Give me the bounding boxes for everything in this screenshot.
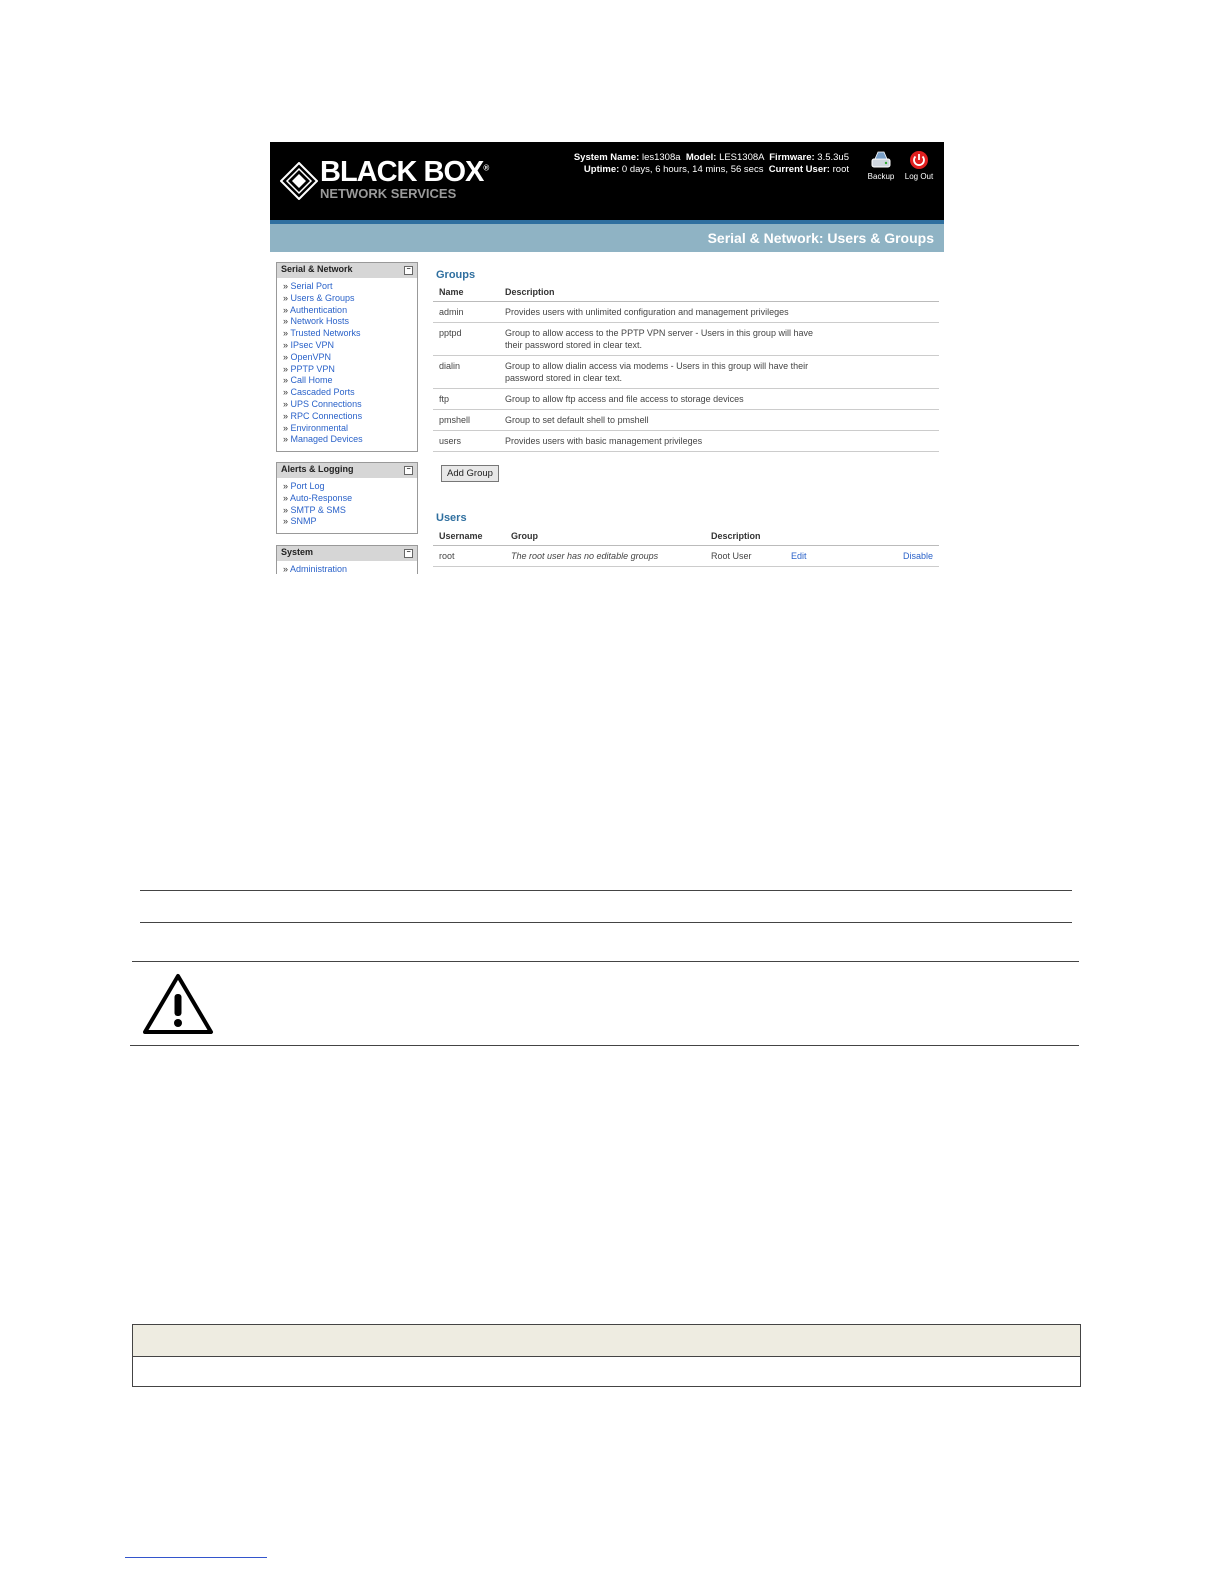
sidebar-system xyxy=(276,545,418,574)
group-name: admin xyxy=(433,302,499,323)
sidebar-item-label: Call Home xyxy=(290,375,333,386)
sidebar-item-network-hosts[interactable] xyxy=(283,316,417,328)
bullet-icon: » xyxy=(283,410,289,421)
col-description: Description xyxy=(499,283,939,302)
users-table xyxy=(433,527,939,567)
table-row xyxy=(433,302,939,323)
firmware: 3.5.3u5 xyxy=(817,152,849,163)
bullet-icon: » xyxy=(283,516,289,527)
bullet-icon: » xyxy=(283,504,289,515)
backup-drive-icon xyxy=(870,150,892,170)
table-row xyxy=(433,431,939,452)
group-name: pptpd xyxy=(433,323,499,356)
bullet-icon: » xyxy=(283,304,289,315)
minimize-icon[interactable]: − xyxy=(404,549,413,558)
table-row xyxy=(433,410,939,431)
warning-triangle-icon xyxy=(142,972,214,1036)
sidebar-item-auto-response[interactable] xyxy=(283,493,417,505)
sidebar-menu xyxy=(277,278,417,449)
table-row xyxy=(433,356,939,389)
page-title: Serial & Network: Users & Groups xyxy=(707,230,934,246)
bullet-icon: » xyxy=(283,292,289,303)
footer-link-underline xyxy=(125,1557,267,1558)
bullet-icon: » xyxy=(283,422,289,433)
sidebar-item-authentication[interactable] xyxy=(283,305,417,317)
sidebar-item-label: IPsec VPN xyxy=(290,339,335,350)
group-description: Provides users with basic management privileges xyxy=(499,431,939,452)
rule-line xyxy=(140,890,1072,891)
logo-subtext: NETWORK SERVICES xyxy=(320,186,457,201)
sidebar-item-label: Serial Port xyxy=(290,281,333,291)
bullet-icon: » xyxy=(283,564,289,574)
logout-button[interactable]: Log Out xyxy=(902,150,936,181)
document-table xyxy=(132,1324,1081,1387)
sidebar-item-label: Port Log xyxy=(290,481,325,491)
sidebar-item-ipsec-vpn[interactable] xyxy=(283,340,417,352)
web-ui-screenshot xyxy=(270,142,944,574)
sidebar-item-users-and-groups[interactable] xyxy=(283,293,417,305)
table-row xyxy=(433,389,939,410)
group-description: Group to set default shell to pmshell xyxy=(499,410,939,431)
bullet-icon: » xyxy=(283,339,289,350)
rule-line xyxy=(130,1045,1079,1046)
page-title-bar xyxy=(270,224,944,252)
system-info: System Name: les1308a Model: LES1308A Firmware: 3.5.3u5 Uptime: 0 days, 6 hours, 14 mins, 56 secs Current User: root xyxy=(573,152,849,175)
blackbox-logo xyxy=(280,156,489,206)
sidebar-item-label: Cascaded Ports xyxy=(290,387,355,398)
sidebar-item-label: SMTP & SMS xyxy=(290,504,346,515)
sidebar-item-label: OpenVPN xyxy=(290,351,332,362)
group-name: pmshell xyxy=(433,410,499,431)
bullet-icon: » xyxy=(283,398,289,409)
sidebar-item-smtp-and-sms[interactable] xyxy=(283,505,417,517)
backup-button[interactable]: Backup xyxy=(864,150,898,181)
col-username: Username xyxy=(433,527,505,546)
logo-text: BLACK BOX® xyxy=(320,156,489,188)
sidebar-item-rpc-connections[interactable] xyxy=(283,411,417,423)
add-group-button[interactable]: Add Group xyxy=(441,465,499,482)
bullet-icon: » xyxy=(283,492,289,503)
bullet-icon: » xyxy=(283,434,289,445)
group-description: Group to allow ftp access and file access to storage devices xyxy=(499,389,939,410)
group-name: ftp xyxy=(433,389,499,410)
bullet-icon: » xyxy=(283,281,289,291)
rule-line xyxy=(140,922,1072,923)
col-disable xyxy=(887,527,939,546)
users-title: Users xyxy=(436,512,467,524)
sidebar-item-port-log[interactable] xyxy=(283,481,417,493)
sidebar-menu xyxy=(277,561,417,574)
table-row xyxy=(433,323,939,356)
sidebar-item-cascaded-ports[interactable] xyxy=(283,387,417,399)
bullet-icon: » xyxy=(283,363,289,374)
sidebar-item-label: PPTP VPN xyxy=(290,363,335,374)
sidebar-item-label: Auto-Response xyxy=(290,492,353,503)
sidebar-item-label: UPS Connections xyxy=(290,398,362,409)
group-name: dialin xyxy=(433,356,499,389)
bullet-icon: » xyxy=(283,316,289,327)
sidebar-item-label: Managed Devices xyxy=(290,434,363,445)
sidebar-serial-network xyxy=(276,262,418,452)
bullet-icon: » xyxy=(283,375,289,386)
sidebar-item-serial-port[interactable] xyxy=(283,281,417,293)
bullet-icon: » xyxy=(283,351,289,362)
edit-link[interactable]: Edit xyxy=(785,546,887,567)
groups-table xyxy=(433,283,939,452)
system-name: les1308a xyxy=(641,152,681,163)
groups-title: Groups xyxy=(436,269,476,281)
minimize-icon[interactable]: − xyxy=(404,266,413,275)
disable-link[interactable]: Disable xyxy=(887,546,939,567)
user-description: Root User xyxy=(705,546,785,567)
group-name: users xyxy=(433,431,499,452)
sidebar-item-openvpn[interactable] xyxy=(283,352,417,364)
user-group: The root user has no editable groups xyxy=(505,546,705,567)
group-description: Group to allow access to the PPTP VPN server - Users in this group will have their password stored in clear text. xyxy=(499,323,939,356)
current-user: root xyxy=(832,164,849,175)
sidebar-item-trusted-networks[interactable] xyxy=(283,328,417,340)
sidebar-item-snmp[interactable] xyxy=(283,516,417,528)
sidebar-item-pptp-vpn[interactable] xyxy=(283,364,417,376)
document-table-header xyxy=(133,1325,1080,1357)
bullet-icon: » xyxy=(283,481,289,491)
sidebar-item-call-home[interactable] xyxy=(283,375,417,387)
sidebar-item-label: RPC Connections xyxy=(290,410,363,421)
sidebar-section-header: Serial & Network − xyxy=(277,263,417,278)
bullet-icon: » xyxy=(283,328,289,339)
sidebar-menu xyxy=(277,478,417,531)
sidebar-section-header: System − xyxy=(277,546,417,561)
group-description: Provides users with unlimited configuration and management privileges xyxy=(499,302,939,323)
header-bar xyxy=(270,142,944,220)
group-description: Group to allow dialin access via modems - Users in this group will have their password stored in clear text. xyxy=(499,356,939,389)
sidebar-item-label: Trusted Networks xyxy=(290,328,361,339)
sidebar-item-label: Administration xyxy=(290,564,348,574)
sidebar-item-label: Environmental xyxy=(290,422,349,433)
sidebar-item-managed-devices[interactable] xyxy=(283,434,417,446)
power-icon xyxy=(909,150,929,170)
logo-diamond-icon xyxy=(280,162,318,200)
minimize-icon[interactable]: − xyxy=(404,466,413,475)
col-group: Group xyxy=(505,527,705,546)
sidebar-item-administration[interactable] xyxy=(283,564,417,574)
sidebar-item-label: Users & Groups xyxy=(290,292,355,303)
sidebar-item-label: Authentication xyxy=(290,304,348,315)
sidebar-item-label: Network Hosts xyxy=(290,316,350,327)
sidebar-item-label: SNMP xyxy=(290,516,317,527)
table-row xyxy=(433,546,939,567)
sidebar-item-environmental[interactable] xyxy=(283,423,417,435)
sidebar-alerts-logging xyxy=(276,462,418,534)
uptime: 0 days, 6 hours, 14 mins, 56 secs xyxy=(621,164,764,175)
model: LES1308A xyxy=(719,152,764,163)
col-description: Description xyxy=(705,527,785,546)
col-name: Name xyxy=(433,283,499,302)
bullet-icon: » xyxy=(283,387,289,398)
col-edit xyxy=(785,527,887,546)
sidebar-section-header: Alerts & Logging − xyxy=(277,463,417,478)
user-username: root xyxy=(433,546,505,567)
sidebar-item-ups-connections[interactable] xyxy=(283,399,417,411)
rule-line xyxy=(132,961,1079,962)
